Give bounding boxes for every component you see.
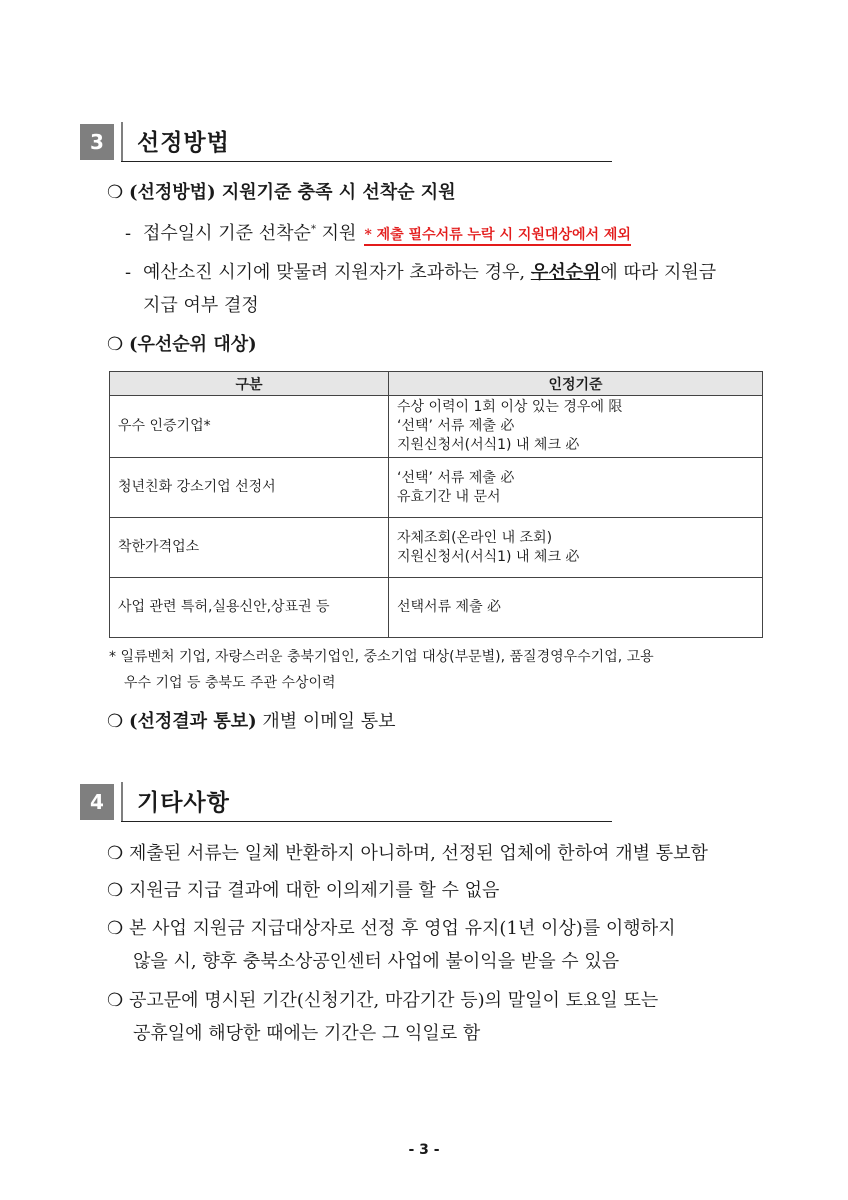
bullet-circle-icon: ❍ — [107, 990, 124, 1011]
notice-text: 공고문에 명시된 기간(신청기간, 마감기간 등)의 말일이 토요일 또는 — [129, 990, 659, 1011]
notice-text: 지원금 지급 결과에 대한 이의제기를 할 수 없음 — [129, 880, 500, 901]
row-criteria — [389, 518, 763, 578]
row-criteria — [389, 578, 763, 638]
required-docs-note: * 제출 필수서류 누락 시 지원대상에서 제외 — [364, 227, 630, 246]
sub-text-a: 예산소진 시기에 맞물려 지원자가 초과하는 경우, — [143, 262, 531, 283]
table-footnote-line2: 우수 기업 등 충북도 주관 수상이력 — [124, 675, 336, 691]
bullet-circle-icon: ❍ — [107, 843, 124, 864]
section-number: 4 — [80, 784, 114, 820]
table-header-category: 구분 — [110, 372, 389, 396]
table-row — [110, 518, 763, 578]
notice-text-line2: 않을 시, 향후 충북소상공인센터 사업에 불이익을 받을 수 있음 — [133, 951, 620, 972]
bullet-circle-icon: ❍ — [107, 711, 124, 732]
sub-item-priority — [125, 258, 716, 284]
section-3-header — [80, 122, 612, 162]
table-row — [110, 396, 763, 458]
priority-criteria-table — [109, 371, 763, 638]
section-divider — [121, 122, 123, 162]
item-label: (선정결과 통보) — [129, 711, 257, 732]
section-underline — [121, 161, 612, 162]
sub-item-first-come — [125, 219, 631, 245]
sub-item-priority-line2: 지급 여부 결정 — [143, 295, 259, 316]
notice-text-line2: 공휴일에 해당한 때에는 기간은 그 익일로 함 — [133, 1023, 481, 1044]
section-4-header — [80, 782, 612, 822]
row-category: 사업 관련 특허,실용신안,상표권 등 — [110, 578, 389, 638]
sub-text-b: 에 따라 지원금 — [600, 262, 717, 283]
row-category: 착한가격업소 — [110, 518, 389, 578]
notice-item — [107, 914, 675, 940]
item-label: (우선순위 대상) — [129, 334, 257, 355]
selection-method-item — [107, 178, 456, 204]
row-criteria — [389, 396, 763, 458]
criteria-line: 지원신청서(서식1) 내 체크 必 — [397, 548, 580, 565]
criteria-line: 선택서류 제출 必 — [397, 599, 502, 615]
selection-result-item — [107, 707, 396, 733]
section-title: 기타사항 — [137, 789, 230, 816]
item-label: (선정방법) — [129, 182, 216, 203]
dash: - — [125, 223, 132, 244]
notice-item — [107, 986, 658, 1012]
page-number: - 3 - — [408, 1142, 440, 1158]
section-title: 선정방법 — [137, 129, 230, 156]
criteria-line: ‘선택’ 서류 제출 必 — [397, 418, 515, 434]
sub-text: 접수일시 기준 선착순 — [143, 223, 311, 244]
row-category: 우수 인증기업* — [110, 396, 389, 458]
item-text: 개별 이메일 통보 — [256, 711, 396, 732]
criteria-line: 자체조회(온라인 내 조회) — [397, 529, 553, 546]
criteria-line: 지원신청서(서식1) 내 체크 必 — [397, 437, 580, 453]
sub-text-tail: 지원 — [315, 223, 357, 244]
section-divider — [121, 782, 123, 822]
dash: - — [125, 262, 132, 283]
criteria-line: 유효기간 내 문서 — [397, 488, 501, 505]
table-row — [110, 458, 763, 518]
criteria-line: 수상 이력이 1회 이상 있는 경우에 限 — [397, 399, 623, 415]
bullet-circle-icon: ❍ — [107, 334, 124, 355]
priority-target-item — [107, 330, 257, 356]
criteria-line: ‘선택’ 서류 제출 必 — [397, 469, 515, 486]
notice-item — [107, 839, 708, 865]
item-text: 지원기준 충족 시 선착순 지원 — [215, 182, 456, 203]
notice-item — [107, 876, 499, 902]
table-row — [110, 578, 763, 638]
bullet-circle-icon: ❍ — [107, 918, 124, 939]
row-criteria — [389, 458, 763, 518]
bullet-circle-icon: ❍ — [107, 880, 124, 901]
row-category: 청년친화 강소기업 선정서 — [110, 458, 389, 518]
priority-emphasis: 우선순위 — [530, 262, 601, 283]
bullet-circle-icon: ❍ — [107, 182, 124, 203]
section-number: 3 — [80, 124, 114, 160]
section-underline — [121, 821, 612, 822]
notice-text: 본 사업 지원금 지급대상자로 선정 후 영업 유지(1년 이상)를 이행하지 — [129, 918, 676, 939]
table-footnote-line1: * 일류벤처 기업, 자랑스러운 충북기업인, 중소기업 대상(부문별), 품질경영우수기업, 고용 — [109, 649, 654, 665]
notice-text: 제출된 서류는 일체 반환하지 아니하며, 선정된 업체에 한하여 개별 통보함 — [129, 843, 708, 864]
asterisk-mark: * — [310, 224, 316, 235]
table-header-criteria: 인정기준 — [389, 372, 763, 396]
